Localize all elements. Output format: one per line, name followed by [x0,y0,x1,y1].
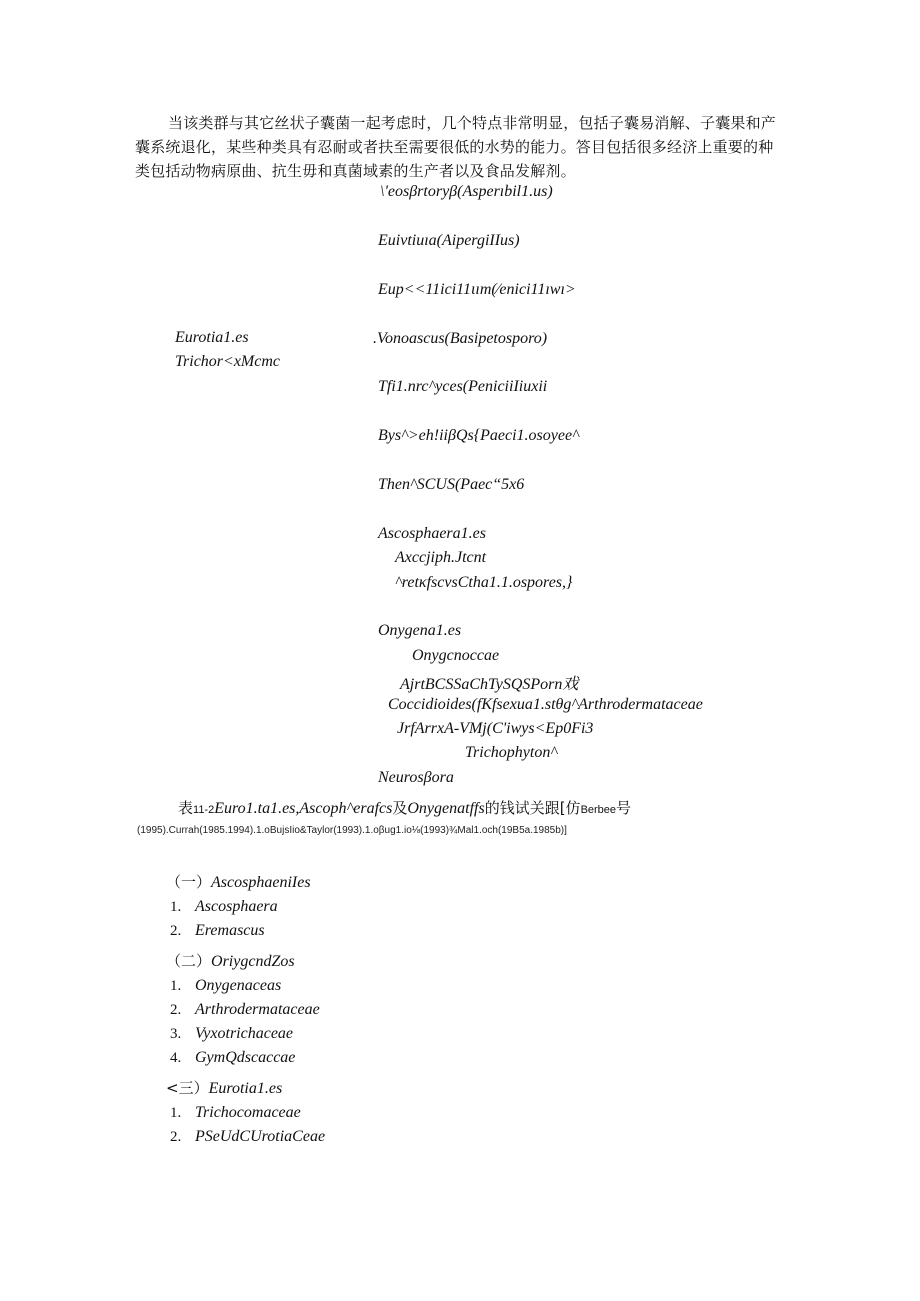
outline-heading: （一）AscosphaeniIes [166,873,311,891]
tree-right-label: Neurosβora [378,769,454,786]
outline-item: 2. Arthrodermataceae [170,1001,320,1018]
outline-item: 2. Eremascus [170,922,265,939]
intro-paragraph: 当该类群与其它丝状子囊菌一起考虑时，几个特点非常明显，包括子囊易消解、子囊果和产囊系统退化，某些种类具有忍耐或者扶至需要很低的水势的能力。答目包括很多经济上重要的种类包括动物病原曲、抗生毋和真菌域素的生产者以及食品发解剂。 [135,114,777,180]
outline-item: 3. Vyxotrichaceae [170,1025,294,1042]
tree-right-label: Trichophyton^ [465,744,558,761]
tree-left-label: Trichor<xMcmc [175,353,280,370]
tree-right-label: Tfi1.nrc^yces(PeniciiIiuxii [378,378,548,395]
outline-heading: （二）OriygcndZos [166,952,295,970]
tree-right-label: Eup<<11ici11ιım(∕enici11ıwı> [378,281,576,298]
tree-right-label: Onygcnoccae [412,647,500,664]
tree-right-label: Onygena1.es [378,622,462,639]
outline-item: 1. Ascosphaera [170,898,278,915]
tree-right-label: Bys^>eh!iiβQs{Paeci1.osoyee^ [378,427,579,444]
outline-item: 1. Trichocomaceae [170,1104,301,1121]
tree-right-label: Axccjiph.Jtcnt [395,549,487,566]
tree-right-label: Ascosphaera1.es [378,525,486,542]
outline-item: 1. Onygenaceas [170,977,282,994]
tree-right-label: .Vonoascus(Basipetosporo) [373,330,548,347]
tree-right-label: ^retκfscvsCtha1.1.ospores,} [395,574,573,591]
outline-item: 4. GymQdscaccae [170,1049,296,1066]
outline-item: 2. PSeUdCUrotiaCeae [170,1128,326,1145]
tree-right-label: \'eosβrtoryβ(Asperıbil1.us) [380,183,553,200]
figure-caption: 表11-2Euro1.ta1.es,Ascoph^erafcs及Onygenatffs的钱试关跟[仿Berbee号 [178,799,632,817]
tree-right-label: Then^SCUS(Paec“5x6 [378,476,525,493]
tree-right-label: Coccidioides(fKfsexua1.stθg^Arthrodermataceae [388,696,703,713]
tree-right-label: Euivtiuıa(AipergiIIus) [378,232,520,249]
tree-right-label: JrfArrxA-VMj(C'iwys<Ep0Fi3 [397,720,594,737]
tree-left-label: Eurotia1.es [175,329,249,346]
tree-right-label: AjrtBCSSaChTySQSPorn戏 [400,676,579,693]
figure-references: (1995).Currah(1985.1994).1.oBujsIio&Taylor(1993).1.oβug1.io⅛(1993)¾Mal1.och(19B5a.1985b)] [137,825,567,836]
outline-heading: <三）Eurotia1.es [166,1079,283,1097]
